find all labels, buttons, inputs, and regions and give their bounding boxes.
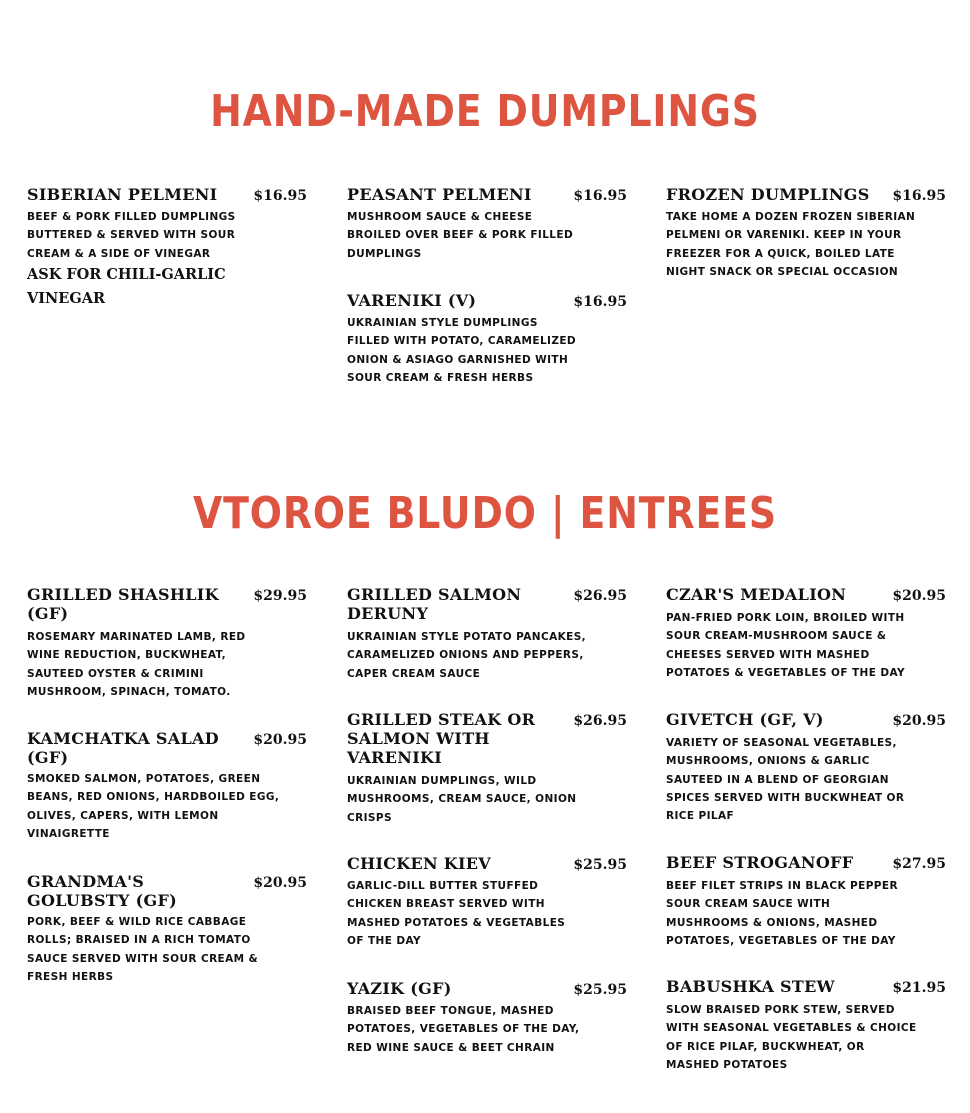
item-name: FROZEN DUMPLINGS [666,185,870,204]
section-title-entrees: VTOROE BLUDO | ENTREES [192,488,777,539]
item-description: BEEF & PORK FILLED DUMPLINGS BUTTERED & SERVED WITH SOUR CREAM & A SIDE OF VINEGAR [27,211,236,260]
item-description: ROSEMARY MARINATED LAMB, RED WINE REDUCTION, BUCKWHEAT, SAUTEED OYSTER & CRIMINI MUSHROOM, SPINACH, TOMATO. [27,631,246,698]
item-description: VARIETY OF SEASONAL VEGETABLES, MUSHROOMS, ONIONS & GARLIC SAUTEED IN A BLEND OF GEORGIAN SPICES SERVED WITH BUCKWHEAT OR RICE PILAF [666,737,905,823]
item-description: UKRAINIAN STYLE DUMPLINGS FILLED WITH POTATO, CARAMELIZED ONION & ASIAGO GARNISHED WITH SOUR CREAM & FRESH HERBS [347,317,577,384]
item-price: $27.95 [892,856,946,872]
item-price: $26.95 [573,588,627,604]
item-description: SLOW BRAISED PORK STEW, SERVED WITH SEASONAL VEGETABLES & CHOICE OF RICE PILAF, BUCKWHEAT, OR MASHED POTATOES [666,1004,917,1071]
item-name: GRILLED SALMON DERUNY [347,585,522,623]
item-price: $20.95 [892,588,946,604]
item-description: UKRAINIAN STYLE POTATO PANCAKES, CARAMELIZED ONIONS AND PEPPERS, CAPER CREAM SAUCE [347,631,587,680]
item-name: KAMCHATKA SALAD (GF) [27,729,219,767]
item-price: $20.95 [892,713,946,729]
item-name: GRILLED SHASHLIK (GF) [27,585,219,623]
item-price: $25.95 [573,857,627,873]
item-name: PEASANT PELMENI [347,185,532,204]
item-description: BRAISED BEEF TONGUE, MASHED POTATOES, VEGETABLES OF THE DAY, RED WINE SAUCE & BEET CHRAIN [347,1005,580,1054]
item-name: BEEF STROGANOFF [666,853,854,872]
item-price: $20.95 [253,875,307,891]
item-price: $16.95 [892,188,946,204]
item-description: UKRAINIAN DUMPLINGS, WILD MUSHROOMS, CREAM SAUCE, ONION CRISPS [347,775,577,824]
item-price: $16.95 [253,188,307,204]
section-title-dumplings: HAND-MADE DUMPLINGS [210,86,760,137]
item-price: $25.95 [573,982,627,998]
item-price: $20.95 [253,732,307,748]
item-name: GIVETCH (GF, V) [666,710,824,729]
item-price: $21.95 [892,980,946,996]
item-name: SIBERIAN PELMENI [27,185,218,204]
item-name: CZAR'S MEDALION [666,585,847,604]
item-name: CHICKEN KIEV [347,854,491,873]
item-description: SMOKED SALMON, POTATOES, GREEN BEANS, RED ONIONS, HARDBOILED EGG, OLIVES, CAPERS, WITH LEMON VINAIGRETTE [27,773,280,840]
item-note: ASK FOR CHILI-GARLIC VINEGAR [27,266,226,307]
item-price: $29.95 [253,588,307,604]
item-name: YAZIK (GF) [347,979,452,998]
item-price: $16.95 [573,294,627,310]
item-description: MUSHROOM SAUCE & CHEESE BROILED OVER BEEF & PORK FILLED DUMPLINGS [347,211,574,260]
item-price: $16.95 [573,188,627,204]
item-price: $26.95 [573,713,627,729]
item-name: VARENIKI (V) [347,291,477,310]
item-description: TAKE HOME A DOZEN FROZEN SIBERIAN PELMENI OR VARENIKI. KEEP IN YOUR FREEZER FOR A QUICK, BOILED LATE NIGHT SNACK OR SPECIAL OCCASION [666,211,916,278]
item-description: PAN-FRIED PORK LOIN, BROILED WITH SOUR CREAM-MUSHROOM SAUCE & CHEESES SERVED WITH MASHED POTATOES & VEGETABLES OF THE DAY [666,612,905,679]
item-description: GARLIC-DILL BUTTER STUFFED CHICKEN BREAST SERVED WITH MASHED POTATOES & VEGETABLES OF THE DAY [347,880,566,947]
item-description: PORK, BEEF & WILD RICE CABBAGE ROLLS; BRAISED IN A RICH TOMATO SAUCE SERVED WITH SOUR CREAM & FRESH HERBS [27,916,259,983]
item-name: GRILLED STEAK OR SALMON WITH VARENIKI [347,710,536,767]
item-name: BABUSHKA STEW [666,977,835,996]
item-name: GRANDMA'S GOLUBSTY (GF) [27,872,177,910]
item-description: BEEF FILET STRIPS IN BLACK PEPPER SOUR CREAM SAUCE WITH MUSHROOMS & ONIONS, MASHED POTATOES, VEGETABLES OF THE DAY [666,880,898,947]
